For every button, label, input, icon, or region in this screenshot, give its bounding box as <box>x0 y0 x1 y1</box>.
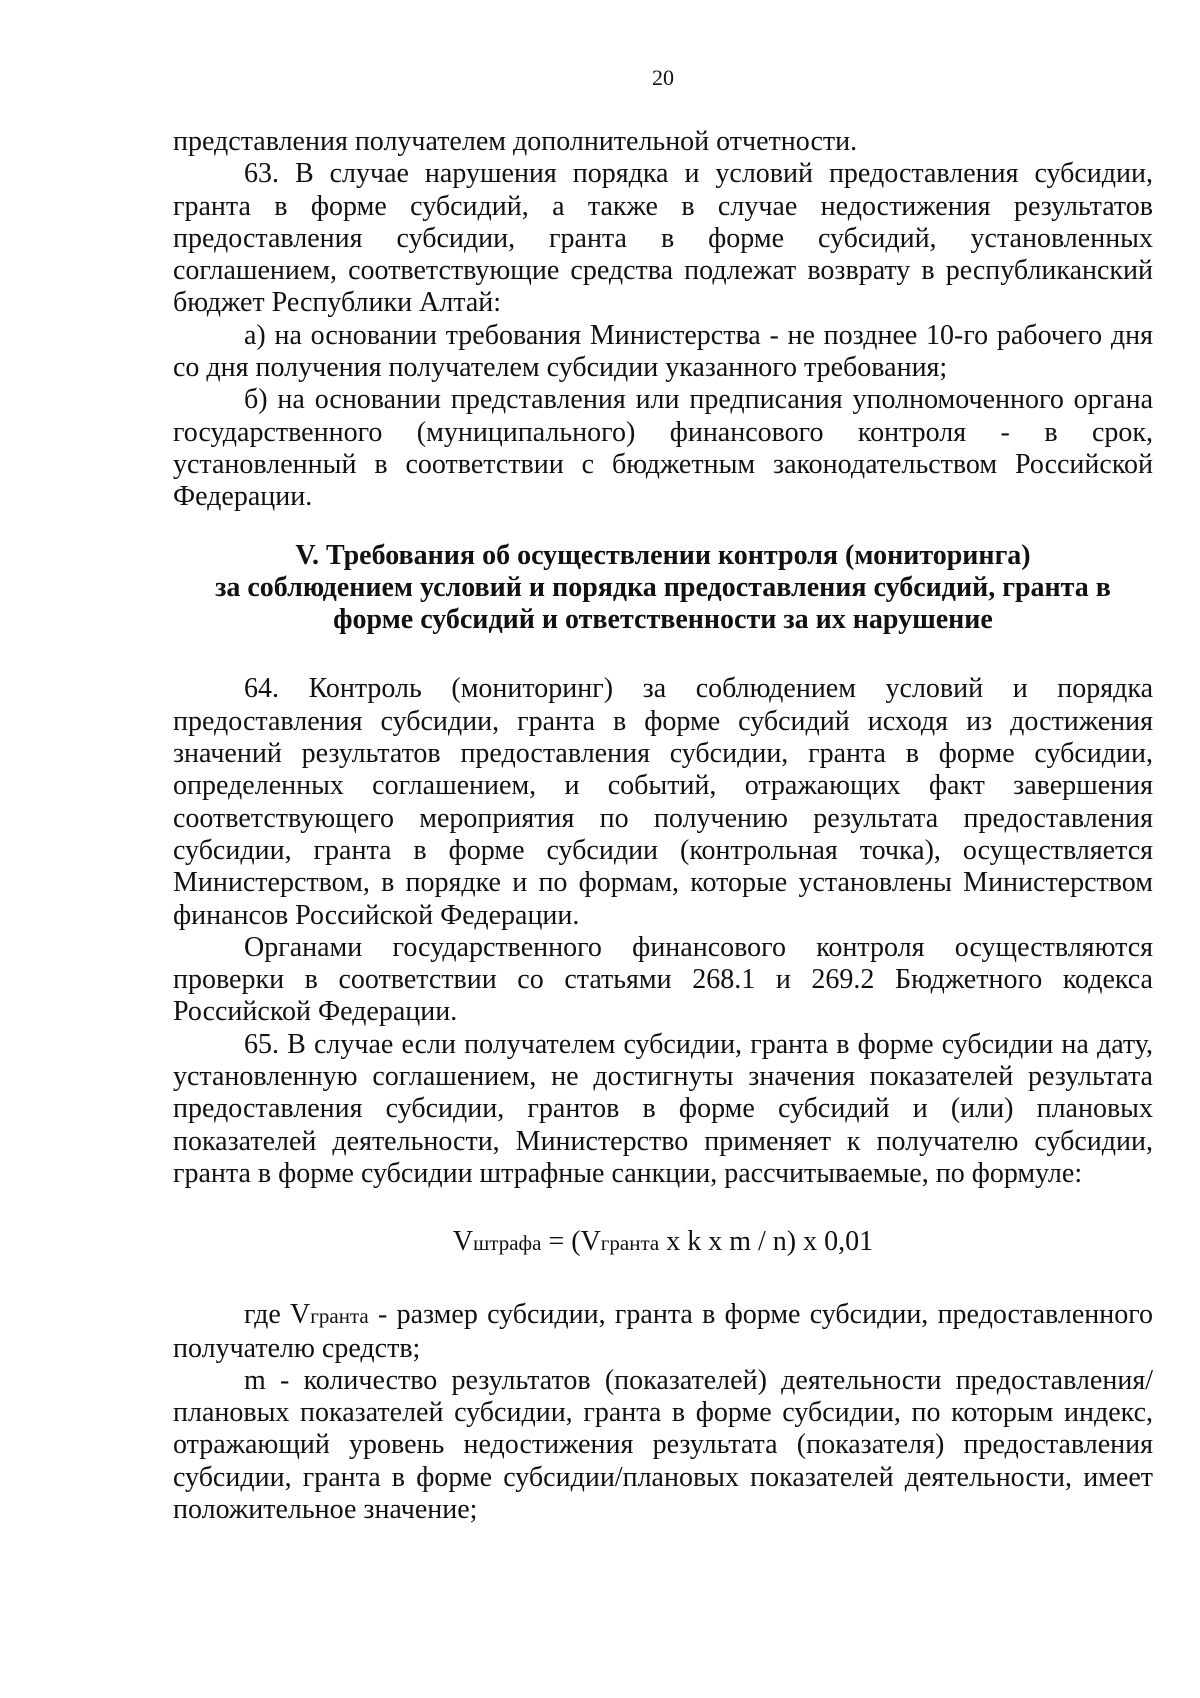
paragraph-63-a: а) на основании требования Министерства - не позднее 10-го рабочего дня со дня получения получателем субсидии указанного требования; <box>173 319 1153 384</box>
formula-sub-grant: гранта <box>600 1231 660 1256</box>
definition-v-text: - размер субсидии, гранта в форме субсидии, предоставленного получателю средств; <box>173 1299 1154 1364</box>
definition-m: m - количество результатов (показателей) деятельности предоставления/плановых показателей субсидии, гранта в форме субсидии, по которым индекс, отражающий уровень недостижения результата (показателя) предоставления субсидии, гранта в форме субсидии/плановых показателей деятельности, имеет положительное значение; <box>173 1364 1153 1525</box>
formula-sub-penalty: штрафа <box>473 1231 542 1256</box>
definition-v-prefix: где V <box>244 1299 311 1331</box>
section-heading-line: за соблюдением условий и порядка предоставления субсидий, гранта в <box>215 571 1111 603</box>
formula-mid: = (V <box>541 1226 601 1258</box>
paragraph-continuation: представления получателем дополнительной отчетности. <box>173 126 858 157</box>
penalty-formula <box>173 1226 1153 1259</box>
paragraph-65: 65. В случае если получателем субсидии, гранта в форме субсидии на дату, установленную соглашением, не достигнуты значения показателей результата предоставления субсидии, грантов в форме субсидий и (или) плановых показателей деятельности, Министерство применяет к получателю субсидии, гранта в форме субсидии штрафные санкции, рассчитываемые, по формуле: <box>173 1028 1153 1189</box>
definition-v-sub: гранта <box>310 1304 369 1329</box>
section-heading-line: V. Требования об осуществлении контроля (мониторинга) <box>295 539 1031 571</box>
paragraph-control-bodies: Органами государственного финансового контроля осуществляются проверки в соответствии со статьями 268.1 и 269.2 Бюджетного кодекса Российской Федерации. <box>173 931 1153 1028</box>
page-number: 20 <box>652 65 674 90</box>
section-heading-line: форме субсидий и ответственности за их нарушение <box>333 604 993 636</box>
paragraph-63-b: б) на основании представления или предписания уполномоченного органа государственного (муниципального) финансового контроля - в срок, установленный в соответствии с бюджетным законодательством Российской Федерации. <box>173 384 1153 513</box>
definition-v-grant <box>173 1299 1153 1365</box>
formula-rest: x k x m / n) x 0,01 <box>659 1226 874 1258</box>
section-heading <box>173 540 1153 637</box>
paragraph-64: 64. Контроль (мониторинг) за соблюдением условий и порядка предоставления субсидии, гранта в форме субсидий исходя из достижения значений результатов предоставления субсидии, гранта в форме субсидии, определенных соглашением, и событий, отражающих факт завершения соответствующего мероприятия по получению результата предоставления субсидии, гранта в форме субсидии (контрольная точка), осуществляется Министерством, в порядке и по формам, которые установлены Министерством финансов Российской Федерации. <box>173 673 1153 931</box>
document-page <box>173 66 1153 1526</box>
paragraph-63: 63. В случае нарушения порядка и условий предоставления субсидии, гранта в форме субсидий, а также в случае недостижения результатов предоставления субсидии, гранта в форме субсидий, установленных соглашением, соответствующие средства подлежат возврату в республиканский бюджет Республики Алтай: <box>173 158 1153 319</box>
formula-v: V <box>452 1226 474 1258</box>
